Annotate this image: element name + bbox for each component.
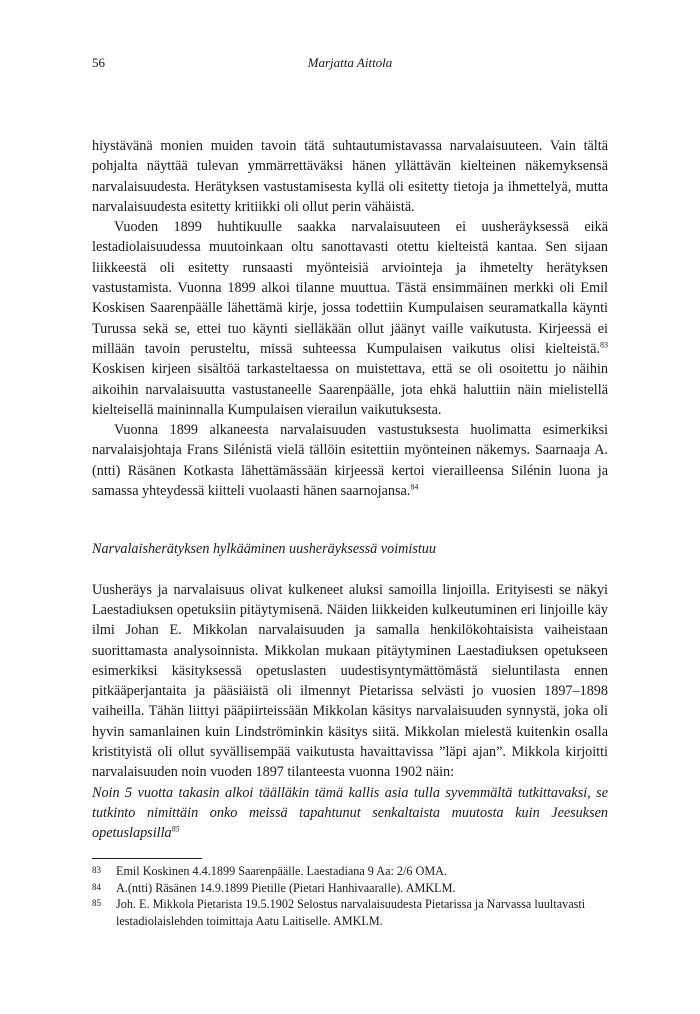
paragraph-4: Uusheräys ja narvalaisuus olivat kulkeneet aluksi samoilla linjoilla. Erityisesti se näkyi Laestadiuksen opetuksiin pitäytymisenä. Näiden liikkeiden kulkeutuminen eri linjoille käy ilmi Johan E. Mikkolan narvalaisuuden ja samalla henkilökohtaisista vaiheistaan suorittamasta analysoinnista. Mikkolan mukaan pitäytyminen Laestadiuksen opetukseen esimerkiksi käsityksessä opetuslasten uudestisyntymättömästä sieluntilasta ennen pitkääperjantaita ja pääsiäistä oli ilmennyt Pietarissa selvästi jo vuosien 1897–1898 vaiheilla. Tähän liittyi pääpiirteissään Mikkolan käsitys narvalaisuuden synnystä, joka oli hyvin samanlainen kuin Lindströminkin käsitys siitä. Mikkolan mielestä kuitenkin osalla kristityistä oli ollut syvällisempää vaikutusta havaittavissa ”läpi ajan”. Mikkola kirjoitti narvalaisuuden noin vuoden 1897 tilanteesta vuonna 1902 näin:: [92, 581, 608, 781]
body-text: [92, 136, 608, 844]
footnote-number: 85: [92, 898, 101, 908]
paragraph-3: [92, 420, 608, 501]
footnote-number: 84: [92, 881, 101, 892]
footnote-text: Emil Koskinen 4.4.1899 Saarenpäälle. Laestadiana 9 Aa: 2/6 OMA.: [116, 864, 448, 878]
footnote-text: A.(ntti) Räsänen 14.9.1899 Pietille (Pietari Hanhivaaralle). AMKLM.: [116, 880, 456, 895]
footnote-text: Joh. E. Mikkola Pietarista 19.5.1902 Selostus narvalaisuudesta Pietarissa ja Narvassa luultavasti lestadiolaislehden toimittaja Aatu Laitiselle. AMKLM.: [116, 897, 586, 928]
block-quote: [92, 783, 608, 844]
footnote-number: 83: [92, 865, 101, 875]
paragraph-1: hiystävänä monien muiden tavoin tätä suhtautumistavassa narvalaisuuteen. Vain tältä pohjalta näyttää tulevan ymmärrettäväksi hänen yllättävän kielteinen näkemyksensä narvalaisuudesta. Herätyksen vastustamisesta kyllä oli esitetty tietoja ja ihmettelyä, mutta narvalaisuudesta esitetty kritiikki oli ollut perin vähäistä.: [92, 138, 608, 215]
paragraph-2-text-b: Koskisen kirjeen sisältöä tarkasteltaessa on muistettava, että se oli osoitettu jo näihin aikoihin narvalaisuutta vastustaneelle Saarenpäälle, jota ehkä haluttiin näin mielistellä kielteisellä maininnalla Kumpulaisen vierailun vaikutuksesta.: [92, 361, 608, 418]
footnote-83: [92, 863, 608, 880]
page-number: 56: [92, 55, 105, 70]
footnote-ref-85[interactable]: 85: [171, 824, 180, 834]
footnote-ref-84[interactable]: 84: [410, 482, 419, 492]
paragraph-2-text-a: Vuoden 1899 huhtikuulle saakka narvalaisuuteen ei uusheräyksessä eikä lestadiolaisuudessa muutoinkaan oltu sanottavasti otettu kielteistä kantaa. Sen sijaan liikkeestä oli esitetty runsaasti myönteisiä arviointeja ja ihmetelty herätyksen vastustamista. Vuonna 1899 alkoi tilanne muuttua. Tästä ensimmäinen merkki oli Emil Koskisen Saarenpäälle lähettämä kirje, jossa todettiin Kumpulaisen seuramatkalla käynti Turussa sekä se, ettei tuo käynti sielläkään ollut jäänyt vaille vaikutusta. Kirjeessä ei millään tavoin perusteltu, missä suhteessa Kumpulaisen vaikutus olisi kielteistä.: [92, 219, 608, 357]
section-heading: Narvalaisherätyksen hylkääminen uusheräyksessä voimistuu: [92, 541, 436, 558]
block-quote-text: Noin 5 vuotta takasin alkoi täälläkin tämä kallis asia tulla syvemmältä tutkittavaksi, se tutkinto nimittäin onko meissä tapahtunut senkaltaista muutosta kuin Jeesuksen opetuslapsilla: [92, 784, 608, 842]
footnotes: [92, 858, 608, 929]
paragraph-3-text: Vuonna 1899 alkaneesta narvalaisuuden vastustuksesta huolimatta esimerkiksi narvalaisjohtaja Frans Silénistä vielä tällöin esitettiin myönteinen näkemys. Saarnaaja A. (ntti) Räsänen Kotkasta lähettämässään kirjeessä kertoi vierailleensa Silénin luona ja samassa yhteydessä kiitteli vuolaasti hänen saarnojansa.: [92, 422, 608, 500]
footnote-84: [92, 880, 608, 897]
footnote-divider: [92, 858, 202, 859]
footnote-85: [92, 896, 608, 929]
running-head: Marjatta Aittola: [307, 55, 393, 70]
footnote-ref-83[interactable]: 83: [600, 340, 608, 350]
paragraph-2: [92, 217, 608, 420]
page-header: [92, 55, 608, 75]
